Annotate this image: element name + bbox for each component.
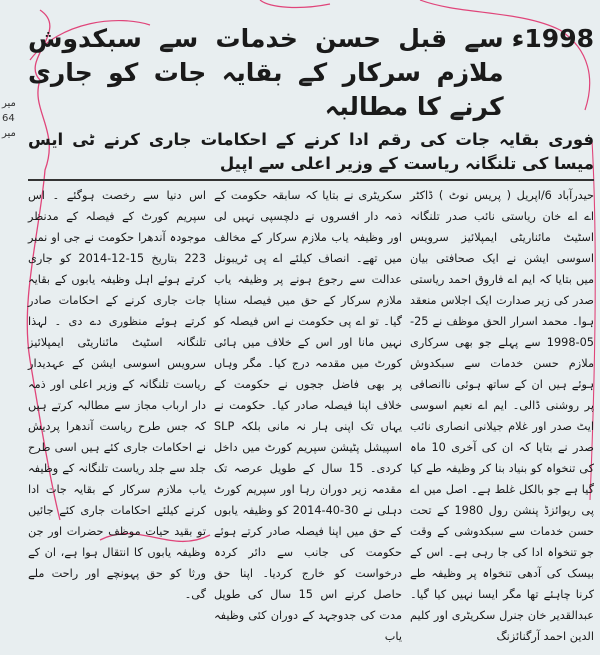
text-line: 15-12-2014 کو جاری کرتے ہوئے اہل [28, 251, 207, 286]
article-column-1 [410, 185, 594, 647]
text-line: کورٹ کے فیصلہ کے مدنظر موجودہ آندھرا [28, 209, 206, 244]
headline-row [28, 22, 594, 124]
text-line: نے 25-05-1998 سے پہلے جو بھی سرکاری [410, 314, 594, 349]
text-line: SLP اسپیشل پٹیشن سپریم کورٹ میں داخل [214, 419, 402, 454]
article [28, 0, 594, 655]
text-line: زیر دوران رہا اور سپریم کورٹ دہلی نے [214, 482, 402, 517]
text-line: مقدمہ درج کیا۔ مگر وہاں پر بھی فاضل ججوں [214, 356, 402, 391]
text-line: اس کے بیسک کی آدھی تنخواہ پر وظیفہ طے کرنا [410, 545, 594, 601]
text-line: اسی طرح جلد سے جلد ریاست تلنگانہ کے [28, 440, 206, 475]
text-line: حکومت نے یہاں تک اپنی ہار نہ مانی بلکہ [214, 398, 402, 433]
text-line: اے فاروق احمد ریاستی صدر کی زیر صدارت [410, 272, 594, 307]
text-line: سے دائر کردہ درخواست کو خارج کردیا۔ اپنا [214, 545, 403, 580]
text-line: گیا۔ تو اے پی حکومت نے اس فیصلہ کو نہیں [214, 314, 403, 349]
text-line: 10 ماہ کی تنخواہ کو بنیاد بنا کر وظیفہ طے کیا گیا ہے [410, 440, 595, 496]
text-line: ڈاکٹر اے اے خان ریاستی نائب صدر تلنگانہ [410, 188, 594, 223]
text-line: دار افسروں نے دلچسپی نہیں لی اور وظیفہ یاب [214, 209, 402, 244]
text-line: پنشن رول 1980 کے تحت حسن خدمات سے [410, 503, 595, 538]
text-line: انصاری نائب صدر نے بتایا کہ ان کی آخری [410, 419, 594, 454]
text-line: ۔ لہذا تلنگانہ اسٹیٹ مائناریٹی ایمپلائیز [28, 314, 206, 349]
text-line: اے نعیم اسوسی ایٹ صدر اور غلام جیلانی [410, 398, 595, 433]
text-line: وظیفہ یاب ملازم سرکار کے بقایہ جات ادا [28, 461, 206, 496]
text-line: حق حاصل کرنے اس 15 سال کی طویل [214, 566, 402, 601]
margin-fragment: میر [2, 98, 16, 109]
headline: سے قبل حسن خدمات سے سبکدوش ملازم سرکار کے بقایہ جات کو جاری کرنے کا مطالبہ [28, 24, 504, 121]
text-line: مدت کی جدوجہد کے دوران کئی وظیفہ یاب [214, 608, 402, 643]
text-line: یابوں کا انتقال ہوا ہے، ان کے ورثا کو حق [28, 545, 206, 580]
text-line: سکریٹری نے بتایا کہ سابقہ حکومت کے ذمہ [214, 188, 402, 223]
text-line: اپنا فیصلہ صادر کرتے ہوئے حکومت کی جانب [214, 524, 403, 559]
text-line: وظیفہ یابوں کے بقایہ جات جاری کرنے کے [28, 272, 206, 307]
text-line: حکومت نے جی او نمبر 223 بتاریخ [28, 230, 207, 265]
text-line: جو بالکل غلط ہے۔ اصل میں اے پی ریوائزڈ [410, 482, 594, 517]
text-line: بقید حیات موظف حضرات اور جن وظیفہ [28, 524, 206, 559]
text-line: ایک اجلاس منعقد ہوا۔ محمد اسرار الحق موظف [410, 293, 594, 328]
text-line: حیدرآباد 6/اپریل ( پریس نوٹ ) [438, 188, 595, 202]
text-line: اس دنیا سے رخصت ہوگئے ۔ اس سپریم [28, 188, 206, 223]
text-line: ان کے ساتھ ہوئی ناانصافی پر روشنی ڈالی۔ ایم [410, 377, 594, 412]
text-line: اسٹیٹ مائناریٹی ایمپلائیز سرویس اسوسی [410, 230, 595, 265]
text-line: نے حکومت کے خلاف اپنا فیصلہ صادر کیا۔ [214, 377, 402, 412]
text-line: سرویس اسوسی ایشن کے عہدیدار ریاست [28, 356, 206, 391]
headline-rule [28, 179, 594, 181]
headline-year: 1998ء [511, 24, 594, 53]
text-line: وظیفہ یاب ملازم سرکار کے حق میں فیصلہ سنایا [214, 272, 402, 307]
margin-fragment: 64 [2, 113, 15, 124]
text-line: ملازم سرکار کے مخالف میں تھے۔ انصاف کیلئے [214, 230, 403, 265]
text-line: پہونچے اور راحت ملے گی۔ [28, 566, 206, 601]
text-line: سبکدوشی کے وقت جو تنخواہ ادا کی جا رہی ہے۔ [410, 524, 594, 559]
text-line: کردی۔ 15 سال کے طویل عرصہ تک مقدمہ [214, 461, 402, 496]
text-line: سے مطالبہ کرتے ہیں کہ جس طرح ریاست [28, 398, 206, 433]
text-line: اے پی ٹریبونل عدالت سے رجوع ہونے پر [214, 251, 402, 286]
text-line: آندھرا پردیش نے احکامات جاری کئے ہیں [28, 419, 206, 454]
subheadline: فوری بقایہ جات کی رقم ادا کرنے کے احکامات جاری کرنے ٹی ایس میسا کی تلنگانہ ریاست کے وزیر اعلی سے اپیل [28, 130, 594, 173]
text-line: کرنے کیلئے احکامات جاری کئے جائیں تو [28, 503, 206, 538]
article-columns [28, 185, 594, 647]
text-line: 30-40-2014 کو وظیفہ یابوں کے حق میں [214, 503, 403, 538]
text-line: مانا اور اس کے خلاف میں ہائی کورٹ میں [214, 335, 402, 370]
margin-fragment: میر [2, 128, 16, 139]
text-line: ایشن نے ایک صحافتی بیان میں بتایا کہ ایم [410, 251, 594, 286]
text-line: چاہئے تھا مگر ایسا نہیں کیا گیا۔ عبدالقدیر خان [410, 587, 595, 622]
margin-fragments [0, 96, 24, 141]
article-column-2 [214, 185, 402, 647]
text-line: تلنگانہ کے وزیر اعلی اور ذمہ دار ارباب مجاز [28, 377, 206, 412]
text-line: جنرل سکریٹری اور کلیم الدین احمد آرگنائزنگ [410, 608, 594, 643]
text-line: ملازم حسن خدمات سے سبکدوش ہوئے ہیں [410, 356, 595, 391]
article-column-3 [28, 185, 206, 647]
text-line: احکامات صادر کرتے ہوئے منظوری دے دی [28, 293, 207, 328]
